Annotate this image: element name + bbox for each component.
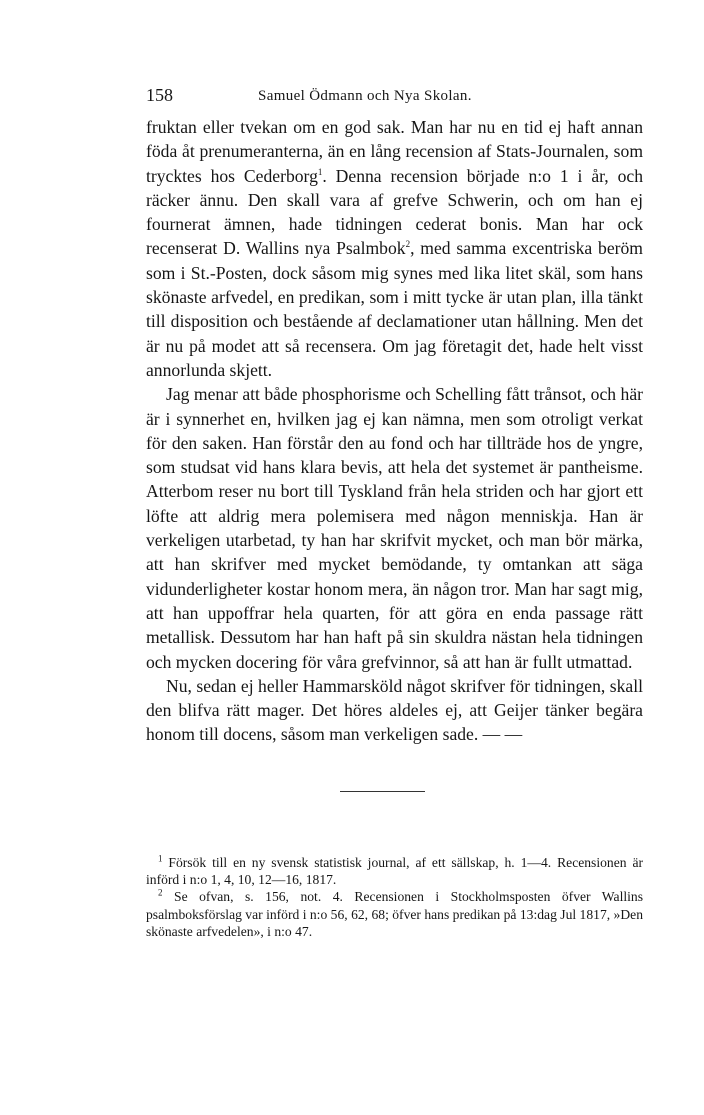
footnote-reference-1: 1 — [317, 166, 323, 177]
page-number: 158 — [146, 85, 173, 105]
footnote-1-text: Försök till en ny svensk statistisk journal, af ett sällskap, h. 1—4. Recensionen är införd i n:o 1, 4, 10, 12—16, 1817. — [146, 855, 644, 888]
paragraph-3: Nu, sedan ej heller Hammarsköld något skrifver för tidningen, skall den blifva rätt mager. Det höres aldeles ej, att Geijer tänker begära honom till docens, såsom man verkeligen sade. — — — [146, 675, 643, 745]
paragraph-2: Jag menar att både phosphorisme och Schelling fått trånsot, och här är i synnerhet en, hvilken jag ej kan nämna, men som otroligt verkat för den saken. Han förstår den au fond och har tillträde hos de yngre, som studsat vid hans klara bevis, att hela det systemet är pantheisme. Atterbom reser nu bort till Tyskland från hela striden och har gjort ett löfte att aldrig mera polemisera med någon menniskja. Han är verkeligen utarbetad, ty han har skrifvit mycket, och man bör märka, att han skrifver med mycket bemödande, ty omtankan att säga vidunderligheter kostar honom mera, än någon tror. Man har sagt mig, att han uppoffrar hela quarten, för att göra en enda passage rätt metallisk. Dessutom har han haft på sin skuldra nästan hela tidningen och mycken docering för våra grefvinnor, så att han är fullt utmattad. — [146, 384, 643, 672]
footnote-1-mark: 1 — [158, 853, 163, 864]
paragraph-1-part-2: . Denna recension började n:o 1 i år, och räcker ännu. Den skall vara af grefve Schwerin, och om han ej fournerat ämnen, hade tidningen cederat bonis. Man har ock recenserat D. Wallins nya Psalmbok — [146, 165, 643, 259]
footnotes — [146, 854, 643, 940]
paragraph-1-part-1: fruktan eller tvekan om en god sak. Man har nu en tid ej haft annan föda åt prenumeranterna, än en lång recension af Stats-Journalen, som trycktes hos Cederborg — [146, 117, 643, 186]
footnote-separator — [340, 791, 425, 792]
page-header — [146, 84, 646, 106]
paragraph-1-part-3: , med samma excentriska beröm som i St.-Posten, dock såsom mig synes med lika litet skäl, som hans skönaste arfvedel, en predikan, som i mitt tycke är utan plan, illa tänkt till disposition och bestående af declamationer utan hållning. Men det är nu på modet att så recensera. Om jag företagit det, hade helt visst annorlunda skjett. — [146, 238, 643, 380]
footnote-2 — [146, 888, 643, 940]
running-title: Samuel Ödmann och Nya Skolan. — [258, 88, 472, 104]
paragraph-1 — [146, 115, 643, 382]
footnote-2-mark: 2 — [158, 887, 163, 898]
body-text — [146, 115, 643, 747]
footnote-2-text: Se ofvan, s. 156, not. 4. Recensionen i Stockholmsposten öfver Wallins psalmboksförslag var införd i n:o 56, 62, 68; öfver hans predikan på 13:dag Jul 1817, »Den skönaste arfvedelen», i n:o 47. — [146, 889, 644, 939]
footnote-1 — [146, 854, 643, 888]
footnote-reference-2: 2 — [405, 239, 411, 250]
